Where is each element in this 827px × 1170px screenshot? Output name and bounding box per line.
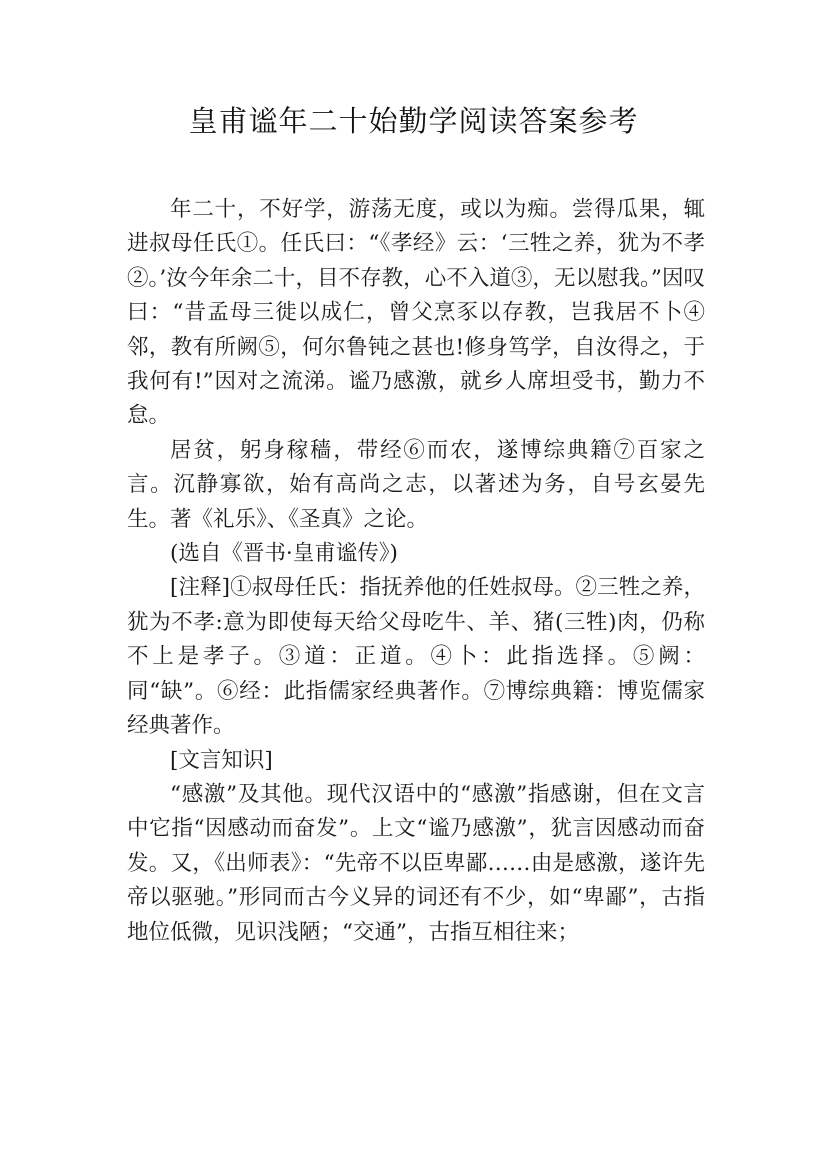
paragraph-source: (选自《晋书·皇甫谧传》) xyxy=(170,541,398,567)
paragraph-knowledge-heading: [文言知识] xyxy=(170,747,273,773)
document-body xyxy=(127,193,705,950)
paragraph-later-life: 居贫，躬身稼穑，带经⑥而农，遂博综典籍⑦百家之言。沉静寡欲，始有高尚之志，以著述为务，自号玄晏先生。著《礼乐》、《圣真》之论。 xyxy=(127,437,705,532)
paragraph-annotations: [注释]①叔母任氏：指抚养他的任姓叔母。②三牲之养，犹为不孝:意为即使每天给父母吃牛、羊、猪(三牲)肉，仍称不上是孝子。③道：正道。④卜：此指选择。⑤阙：同“缺”。⑥经：此指儒家经典著作。⑦博综典籍：博览儒家经典著作。 xyxy=(127,575,705,739)
document-title: 皇甫谧年二十始勤学阅读答案参考 xyxy=(188,104,639,138)
paragraph-knowledge: “感激”及其他。现代汉语中的“感激”指感谢，但在文言中它指“因感动而奋发”。上文“谧乃感激”，犹言因感动而奋发。又，《出师表》：“先帝不以臣卑鄙……由是感激，遂许先帝以驱驰。”形同而古今义异的词还有不少，如“卑鄙”，古指地位低微，见识浅陋；“交通”，古指互相往来； xyxy=(127,781,705,945)
paragraph-story: 年二十，不好学，游荡无度，或以为痴。尝得瓜果，辄进叔母任氏①。任氏曰：“《孝经》云：‘三牲之养，犹为不孝②。’汝今年余二十，目不存教，心不入道③，无以慰我。”因叹曰：“昔孟母三徙以成仁，曾父烹豕以存教，岂我居不卜④邻，教有所阙⑤，何尔鲁钝之甚也!修身笃学，自汝得之，于我何有!”因对之流涕。谧乃感激，就乡人席坦受书，勤力不怠。 xyxy=(127,197,705,429)
